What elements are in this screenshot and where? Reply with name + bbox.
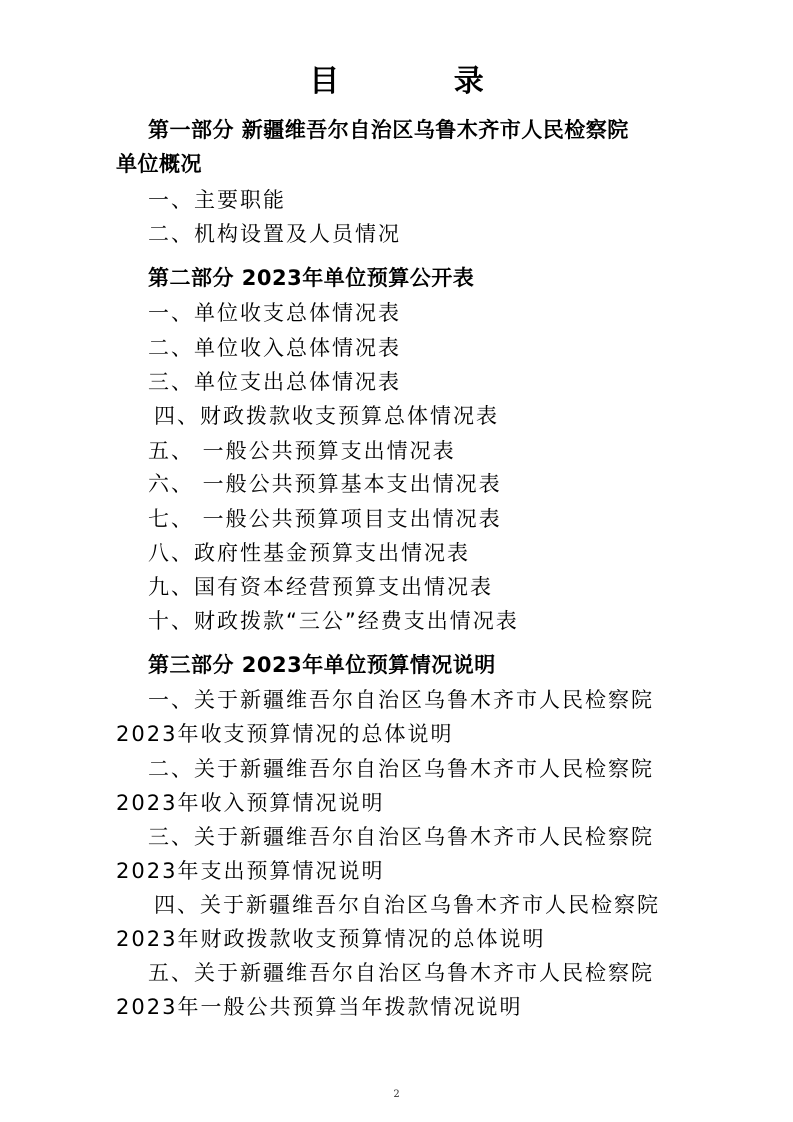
toc-item-part2-9[interactable]: 九、国有资本经营预算支出情况表 [148,575,493,599]
part1-heading-line2: 单位概况 [116,152,202,176]
toc-item-part3-4-line1[interactable]: 四、关于新疆维吾尔自治区乌鲁木齐市人民检察院 [154,893,660,917]
page-number: 2 [393,1089,400,1100]
toc-item-part3-3-line2[interactable]: 2023年支出预算情况说明 [116,859,385,883]
toc-item-part2-6[interactable]: 六、 一般公共预算基本支出情况表 [148,472,502,496]
toc-item-part3-2-line1[interactable]: 二、关于新疆维吾尔自治区乌鲁木齐市人民检察院 [148,757,654,781]
toc-item-part3-3-line1[interactable]: 三、关于新疆维吾尔自治区乌鲁木齐市人民检察院 [148,825,654,849]
toc-item-part1-1[interactable]: 一、主要职能 [148,188,286,212]
toc-item-part3-5-line1[interactable]: 五、关于新疆维吾尔自治区乌鲁木齐市人民检察院 [148,961,654,985]
toc-item-part1-2[interactable]: 二、机构设置及人员情况 [148,222,401,246]
toc-item-part2-4[interactable]: 四、财政拨款收支预算总体情况表 [154,404,499,428]
toc-item-part3-1-line1[interactable]: 一、关于新疆维吾尔自治区乌鲁木齐市人民检察院 [148,688,654,712]
toc-item-part2-2[interactable]: 二、单位收入总体情况表 [148,336,401,360]
toc-item-part3-2-line2[interactable]: 2023年收入预算情况说明 [116,791,385,815]
toc-item-part2-1[interactable]: 一、单位收支总体情况表 [148,301,401,325]
toc-item-part3-4-line2[interactable]: 2023年财政拨款收支预算情况的总体说明 [116,927,546,951]
part1-heading-line1: 第一部分 新疆维吾尔自治区乌鲁木齐市人民检察院 [148,118,629,142]
toc-item-part2-3[interactable]: 三、单位支出总体情况表 [148,370,401,394]
part3-heading: 第三部分 2023年单位预算情况说明 [148,653,496,677]
part2-heading: 第二部分 2023年单位预算公开表 [148,266,475,290]
page-title: 目 录 [309,64,536,99]
toc-item-part2-7[interactable]: 七、 一般公共预算项目支出情况表 [148,507,502,531]
toc-item-part3-5-line2[interactable]: 2023年一般公共预算当年拨款情况说明 [116,995,523,1019]
toc-item-part2-8[interactable]: 八、政府性基金预算支出情况表 [148,541,470,565]
toc-item-part2-10[interactable]: 十、财政拨款“三公”经费支出情况表 [148,609,519,633]
toc-item-part3-1-line2[interactable]: 2023年收支预算情况的总体说明 [116,722,454,746]
toc-item-part2-5[interactable]: 五、 一般公共预算支出情况表 [148,439,456,463]
